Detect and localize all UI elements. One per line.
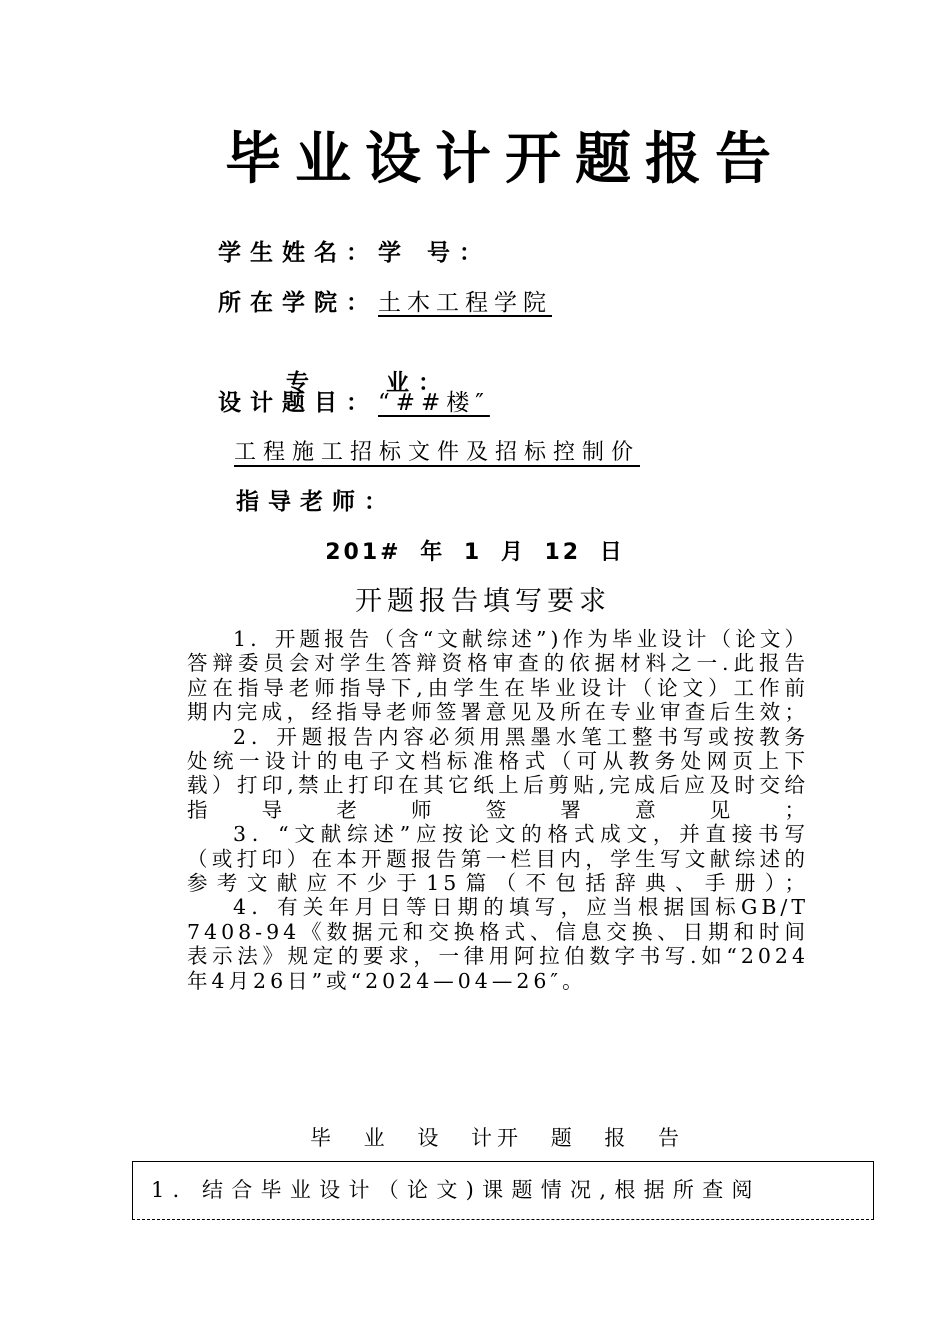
- page-title: 毕业设计开题报告: [225, 127, 785, 192]
- requirement-item-4: 4．有关年月日等日期的填写，应当根据国标GB/T 7408-94《数据元和交换格式、信息交换、日期和时间表示法》规定的要求，一律用阿拉伯数字书写.如“2024年4月26日”或“2024—04—26″。: [187, 895, 809, 993]
- student-name-label: 学生姓名：: [218, 240, 378, 266]
- table-row: 1．结合毕业设计（论文)课题情况,根据所查阅: [151, 1178, 761, 1202]
- topic-value-line2: 工程施工招标文件及招标控制价: [234, 440, 641, 465]
- requirements-title: 开题报告填写要求: [355, 586, 611, 617]
- requirement-item-1: 1．开题报告（含“文献综述”)作为毕业设计（论文）答辩委员会对学生答辩资格审查的依据材料之一.此报告应在指导老师指导下,由学生在毕业设计（论文）工作前期内完成，经指导老师签署意见及所在专业审查后生效；: [187, 627, 809, 725]
- report-form-table: [132, 1161, 874, 1220]
- topic-value: “##楼″: [378, 390, 490, 416]
- topic-row: [218, 388, 490, 418]
- requirement-item-3: 3．“文献综述”应按论文的格式成文，并直接书写（或打印）在本开题报告第一栏目内，学生写文献综述的参考文献应不少于15篇（不包括辞典、手册）；: [187, 822, 809, 896]
- college-row: [218, 288, 552, 318]
- student-name-row: [218, 238, 491, 268]
- report-date: 201# 年 1 月 12 日: [325, 540, 625, 565]
- major-label: 专 业：: [286, 370, 451, 396]
- student-id-label: 学 号：: [378, 240, 492, 266]
- requirement-item-2: 2．开题报告内容必须用黑墨水笔工整书写或按教务处统一设计的电子文档标准格式（可从教务处网页上下载）打印,禁止打印在其它纸上后剪贴,完成后应及时交给指导老师签署意见；: [187, 724, 809, 822]
- college-label: 所在学院：: [218, 290, 378, 316]
- report-form-heading: 毕 业 设 计开 题 报 告: [310, 1126, 685, 1150]
- advisor-row: [236, 487, 396, 517]
- college-value: 土木工程学院: [378, 290, 552, 316]
- requirements-list: [187, 627, 809, 993]
- topic-label: 设计题目：: [218, 390, 378, 416]
- advisor-label: 指导老师：: [236, 489, 396, 515]
